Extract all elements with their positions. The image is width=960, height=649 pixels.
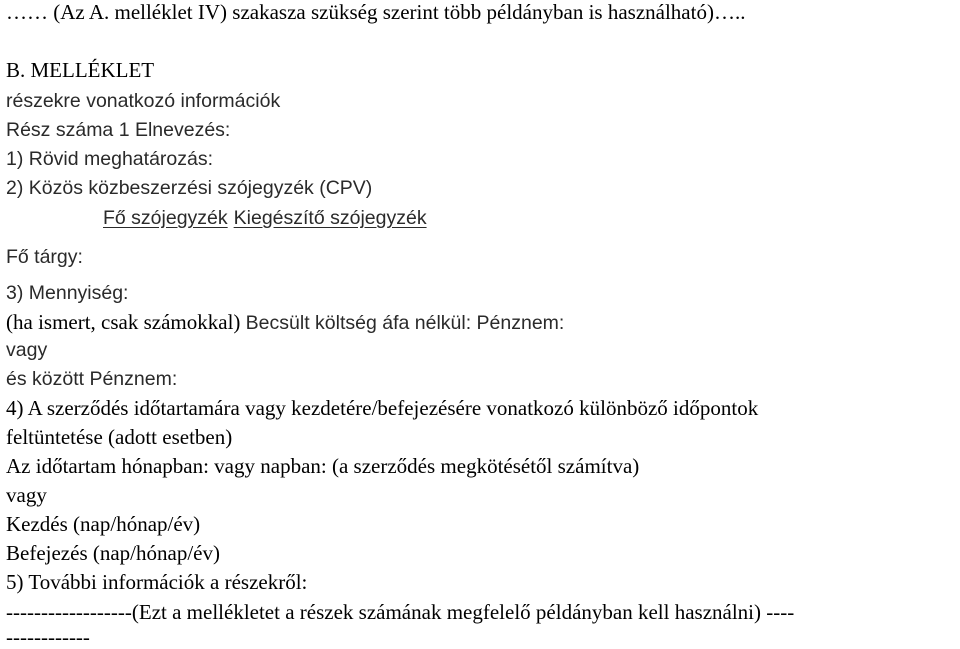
- contract-duration-heading: 4) A szerződés időtartamára vagy kezdetére/befejezésére vonatkozó különböző időpontok: [6, 396, 759, 420]
- cpv-main-heading: Fő szójegyzék: [103, 207, 228, 229]
- estimate-cost-label: Becsült költség áfa nélkül: Pénznem:: [245, 312, 565, 334]
- cpv-columns: [103, 206, 427, 230]
- estimate-prefix: (ha ismert, csak számokkal): [6, 310, 241, 334]
- end-date-label: Befejezés (nap/hónap/év): [6, 541, 220, 565]
- or-separator-2: vagy: [6, 483, 47, 507]
- annex-subtitle: részekre vonatkozó információk: [6, 90, 281, 112]
- duration-months-days: Az időtartam hónapban: vagy napban: (a szerződés megkötésétől számítva): [6, 454, 640, 478]
- or-separator-1: vagy: [6, 339, 48, 361]
- quantity-label: 3) Mennyiség:: [6, 282, 129, 304]
- footer-note: ------------------(Ezt a mellékletet a részek számának megfelelő példányban kell használni) ----: [6, 600, 795, 624]
- main-object-label: Fő tárgy:: [6, 246, 83, 268]
- short-description-label: 1) Rövid meghatározás:: [6, 148, 214, 170]
- range-currency-label: és között Pénznem:: [6, 368, 178, 390]
- intro-note: …… (Az A. melléklet IV) szakasza szükség szerint több példányban is használható)…..: [6, 0, 746, 24]
- cpv-supplementary-heading: Kiegészítő szójegyzék: [233, 207, 427, 229]
- start-date-label: Kezdés (nap/hónap/év): [6, 512, 201, 536]
- contract-duration-heading-cont: feltüntetése (adott esetben): [6, 425, 233, 449]
- part-number-line: Rész száma 1 Elnevezés:: [6, 119, 231, 141]
- additional-info-label: 5) További információk a részekről:: [6, 570, 308, 594]
- cpv-heading: 2) Közös közbeszerzési szójegyzék (CPV): [6, 177, 373, 199]
- annex-title: B. MELLÉKLET: [6, 58, 155, 82]
- estimate-line: [6, 310, 564, 335]
- footer-dashes: ------------: [6, 625, 90, 649]
